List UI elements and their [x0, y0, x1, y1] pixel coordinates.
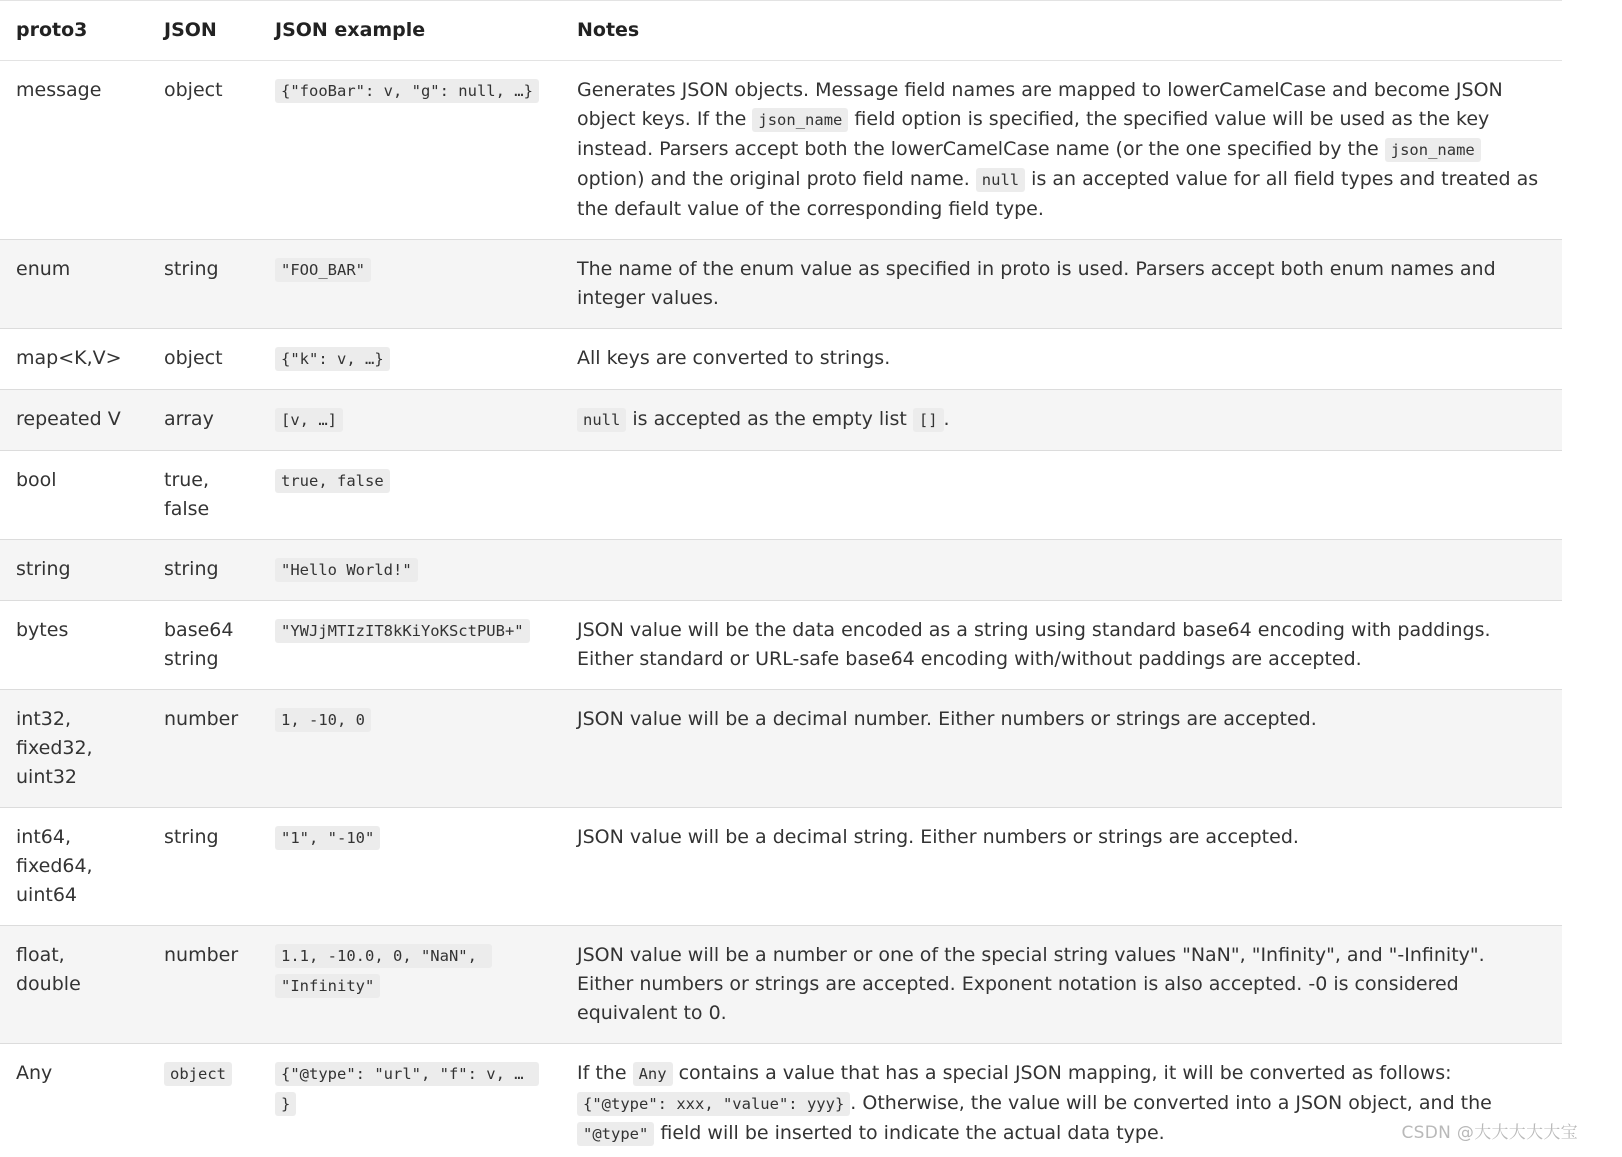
cell-json-example: [259, 61, 561, 240]
cell-json-example: [259, 601, 561, 690]
example-code: [v, …]: [275, 408, 343, 432]
table-header: [0, 1, 1562, 61]
example-code: true, false: [275, 469, 390, 493]
cell-json-type: array: [164, 408, 214, 430]
cell-notes: [561, 61, 1562, 240]
cell-json-type: string: [164, 558, 219, 580]
cell-proto3-type: string: [16, 558, 71, 580]
cell-proto3-type: float, double: [16, 944, 81, 995]
cell-json-type: [148, 1044, 259, 1157]
notes-text: JSON value will be the data encoded as a string using standard base64 encoding with paddings. Either standard or URL-safe base64 encoding with/without paddings are accepted.: [577, 619, 1491, 670]
table-body: [0, 61, 1562, 1157]
notes-text: The name of the enum value as specified in proto is used. Parsers accept both enum names and integer values.: [577, 258, 1496, 309]
cell-notes: [561, 926, 1562, 1044]
cell-notes: [561, 390, 1562, 451]
notes-text: JSON value will be a decimal number. Either numbers or strings are accepted.: [577, 708, 1317, 730]
inline-code: Any: [633, 1062, 673, 1086]
example-code: "1", "-10": [275, 826, 380, 850]
example-code: "FOO_BAR": [275, 258, 371, 282]
example-code: 1.1, -10.0, 0, "NaN", "Infinity": [275, 944, 492, 998]
cell-notes: [561, 690, 1562, 808]
table-row: [0, 540, 1562, 601]
cell-json-example: [259, 540, 561, 601]
example-code: {"fooBar": v, "g": null, …}: [275, 79, 539, 103]
cell-json-type: number: [164, 708, 239, 730]
cell-proto3-type: bytes: [16, 619, 69, 641]
table-row: [0, 390, 1562, 451]
cell-json-type: number: [164, 944, 239, 966]
notes-text: .: [943, 408, 950, 430]
notes-text: is accepted as the empty list: [626, 408, 913, 430]
notes-text: All keys are converted to strings.: [577, 347, 891, 369]
notes-text: JSON value will be a number or one of the special string values "NaN", "Infinity", and "-Infinity". Either numbers or strings are accepted. Exponent notation is also accepted. -0 is considered equivalent to 0.: [577, 944, 1485, 1024]
cell-proto3-type: message: [16, 79, 102, 101]
notes-text: option) and the original proto field name.: [577, 168, 976, 190]
notes-text: Generates JSON objects. Message field names are mapped to lowerCamelCase and become JSON object keys. If the: [577, 79, 1503, 130]
cell-proto3-type: bool: [16, 469, 57, 491]
cell-json-type: object: [164, 79, 223, 101]
cell-json-example: [259, 390, 561, 451]
cell-notes: [561, 540, 1562, 601]
example-code: 1, -10, 0: [275, 708, 371, 732]
notes-text: JSON value will be a decimal string. Either numbers or strings are accepted.: [577, 826, 1299, 848]
inline-code: json_name: [752, 108, 848, 132]
inline-code: null: [577, 408, 626, 432]
header-proto3: proto3: [16, 19, 88, 41]
cell-json-example: [259, 240, 561, 329]
cell-notes: [561, 601, 1562, 690]
cell-json-example: [259, 451, 561, 540]
cell-notes: [561, 240, 1562, 329]
table-row: [0, 1044, 1562, 1157]
cell-json-example: [259, 329, 561, 390]
table-row: [0, 601, 1562, 690]
inline-code: json_name: [1385, 138, 1481, 162]
table-row: [0, 329, 1562, 390]
table-row: [0, 451, 1562, 540]
example-code: "YWJjMTIzIT8kKiYoKSctPUB+": [275, 619, 530, 643]
cell-proto3-type: int64, fixed64, uint64: [16, 826, 93, 906]
table-row: [0, 61, 1562, 240]
inline-code: object: [164, 1062, 232, 1086]
cell-proto3-type: map<K,V>: [16, 347, 122, 369]
notes-text: If the: [577, 1062, 633, 1084]
inline-code: null: [976, 168, 1025, 192]
cell-proto3-type: enum: [16, 258, 71, 280]
cell-json-type: string: [164, 258, 219, 280]
notes-text: is an accepted value for all field types and treated as the default value of the corresponding field type.: [577, 168, 1539, 220]
inline-code: "@type": [577, 1122, 654, 1146]
notes-text: field option is specified, the specified value will be used as the key instead. Parsers accept both the lowerCamelCase name (or the one specified by the: [577, 108, 1490, 160]
header-json-example: JSON example: [275, 19, 426, 41]
notes-text: field will be inserted to indicate the actual data type.: [654, 1122, 1165, 1144]
cell-json-example: [259, 690, 561, 808]
cell-notes: [561, 808, 1562, 926]
cell-notes: [561, 451, 1562, 540]
cell-json-type: base64 string: [164, 619, 234, 670]
table-row: [0, 240, 1562, 329]
cell-proto3-type: repeated V: [16, 408, 121, 430]
cell-json-type: string: [164, 826, 219, 848]
table-row: [0, 808, 1562, 926]
cell-proto3-type: Any: [16, 1062, 53, 1084]
notes-text: . Otherwise, the value will be converted into a JSON object, and the: [850, 1092, 1492, 1114]
table-row: [0, 690, 1562, 808]
cell-notes: [561, 329, 1562, 390]
header-notes: Notes: [577, 19, 640, 41]
notes-text: contains a value that has a special JSON mapping, it will be converted as follows:: [672, 1062, 1452, 1084]
header-json: JSON: [164, 19, 217, 41]
cell-json-type: object: [164, 347, 223, 369]
cell-json-example: [259, 926, 561, 1044]
watermark: CSDN @大大大大大宝: [1401, 1123, 1578, 1143]
example-code: "Hello World!": [275, 558, 418, 582]
table-row: [0, 926, 1562, 1044]
cell-json-type: true, false: [164, 469, 210, 520]
header-row: [0, 1, 1562, 61]
cell-proto3-type: int32, fixed32, uint32: [16, 708, 93, 788]
cell-json-example: [259, 808, 561, 926]
inline-code: {"@type": xxx, "value": yyy}: [577, 1092, 850, 1116]
cell-json-example: [259, 1044, 561, 1157]
example-code: {"k": v, …}: [275, 347, 390, 371]
inline-code: []: [913, 408, 944, 432]
example-code: {"@type": "url", "f": v, … }: [275, 1062, 539, 1116]
